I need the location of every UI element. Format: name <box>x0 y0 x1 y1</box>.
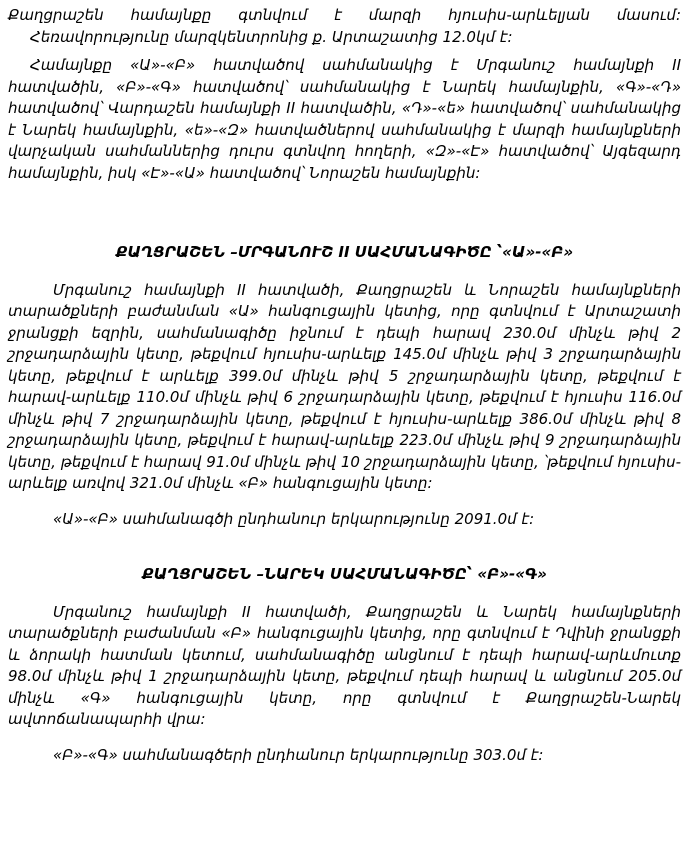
section-1-heading: ՔԱՂՑՐԱՇԵՆ –ՄՐԳԱՆՈՒՇ II ՍԱՀՄԱՆԱԳԻԾԸ ՝«Ա»-«Բ» <box>115 243 574 261</box>
intro-distance-sentence: Հեռավորությունը մարզկենտրոնից ք. Արտաշատից 12.0կմ է: <box>30 27 513 46</box>
intro-boundaries-paragraph: Համայնքը «Ա»-«Բ» հատվածով սահմանակից է Մրգանուշ համայնքի II հատվածին, «Բ»-«Գ» հատվածով՝ սահմանակից է Նարեկ համայնքին, «Գ»-«Դ» հատվածով՝ Վարդաշեն համայնքի II հատվածին, «Դ»-«ե» հատվածով՝ սահմանակից է Նարեկ համայնքին, «ե»-«Զ» հատվածներով սահմանակից է մարզի համայնքների վարչական սահմաններից դուրս գտնվող հողերի, «Զ»-«Է» հատվածով՝ Այգեզարդ համայնքին, իսկ «Է»-«Ա» հատվածով՝ Նորաշեն համայնքին: <box>8 56 681 182</box>
section-2-body: Մրգանուշ համայնքի II հատվածի, Քաղցրաշեն և Նարեկ համայնքների տարածքների բաժանման «Բ» հանգուցային կետից, որը գտնվում է Դվինի ջրանցքի և ձորակի հատման կետում, սահմանագիծը անցնում է դեպի հարավ-արևմուտք 98.0մ մինչև թիվ 1 շրջադարձային կետը, թեքվում դեպի հարավ և անցնում 205.0մ մինչև «Գ» հանգուցային կետը, որը գտնվում է Քաղցրաշեն-Նարեկ ավտոճանապարհի վրա: <box>8 602 681 728</box>
section-2-heading: ՔԱՂՑՐԱՇԵՆ –ՆԱՐԵԿ ՍԱՀՄԱՆԱԳԻԾԸ՝ «Բ»-«Գ» <box>142 565 547 583</box>
section-2-summary: «Բ»-«Գ» սահմանագծերի ընդհանուր երկարությունը 303.0մ է: <box>53 745 544 764</box>
intro-location-sentence: Քաղցրաշեն համայնքը գտնվում է մարզի հյուսիս-արևելյան մասում: <box>8 6 681 24</box>
section-1-summary: «Ա»-«Բ» սահմանագծի ընդհանուր երկարությունը 2091.0մ է: <box>53 509 535 528</box>
section-1-body: Մրգանուշ համայնքի II հատվածի, Քաղցրաշեն և Նորաշեն համայնքների տարածքների բաժանման «Ա» հանգուցային կետից, որը գտնվում է Արտաշատի ջրանցքի եզրին, սահմանագիծը իջնում է դեպի հարավ 230.0մ մինչև թիվ 2 շրջադարձային կետը, թեքվում հյուսիս-արևելք 145.0մ մինչև թիվ 3 շրջադարձային կետը, թեքվում է արևելք 399.0մ մինչև թիվ 5 շրջադարձային կետը, թեքվում է հարավ-արևելք 110.0մ մինչև թիվ 6 շրջադարձային կետը, թեքվում է հյուսիս 116.0մ մինչև թիվ 7 շրջադարձային կետը, թեքվում է հյուսիս-արևելք 386.0մ մինչև թիվ 8 շրջադարձային կետը, թեքվում է հարավ-արևելք 223.0մ մինչև թիվ 9 շրջադարձային կետը, թեքվում է հարավ 91.0մ մինչև թիվ 10 շրջադարձային կետը, ՝թեքվում հյուսիս-արևելք առվով 321.0մ մինչև «Բ» հանգուցային կետը: <box>8 280 681 492</box>
